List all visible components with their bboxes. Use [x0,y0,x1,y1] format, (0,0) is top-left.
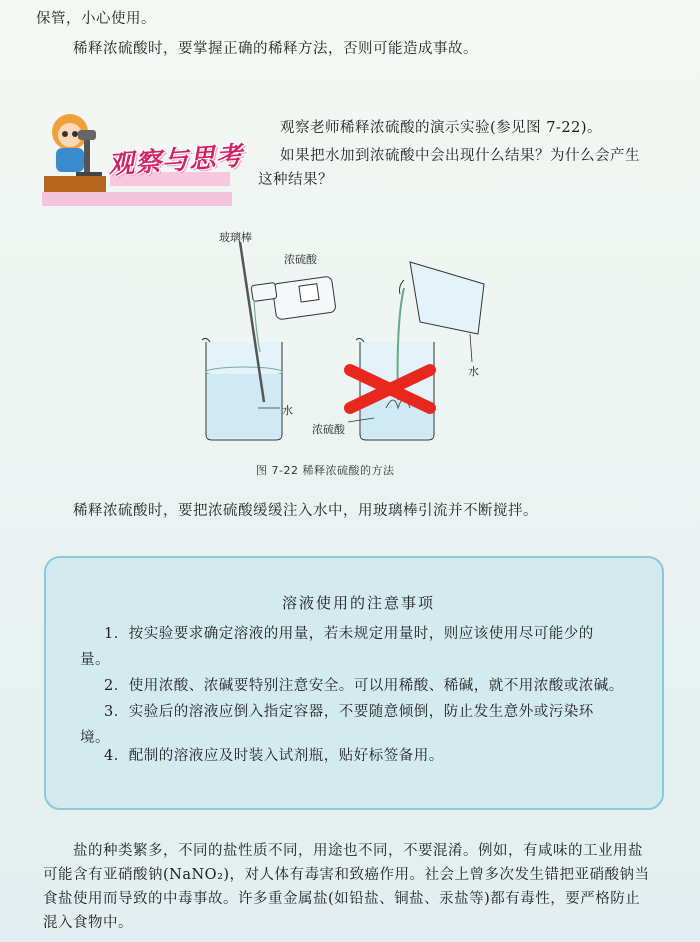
note-4: 4．配制的溶液应及时装入试剂瓶，贴好标签备用。 [104,748,444,764]
intro-line-1: 保管，小心使用。 [36,11,156,27]
dilution-instruction: 稀释浓硫酸时，要把浓硫酸缓缓注入水中，用玻璃棒引流并不断搅拌。 [73,503,538,519]
scientist-mascot-icon [40,110,110,196]
acid-bottle [251,276,336,320]
title-underline-decoration [42,192,232,206]
salt-paragraph-line-1: 盐的种类繁多，不同的盐性质不同，用途也不同，不要混淆。例如，有咸味的工业用盐 [73,843,643,859]
left-beaker [202,338,282,440]
note-2: 2．使用浓酸、浓碱要特别注意安全。可以用稀酸、稀碱，就不用浓酸或浓碱。 [104,678,624,694]
note-3-line-1: 3．实验后的溶液应倒入指定容器，不要随意倾倒，防止发生意外或污染环 [104,704,594,720]
label-water-right: 水 [468,365,479,378]
intro-line-2: 稀释浓硫酸时，要掌握正确的稀释方法，否则可能造成事故。 [73,41,478,57]
observe-line-2: 如果把水加到浓硫酸中会出现什么结果？为什么会产生 [280,148,640,164]
salt-paragraph-line-2: 可能含有亚硝酸钠(NaNO₂)，对人体有毒害和致癌作用。社会上曾多次发生错把亚硝酸钠当 [43,867,650,883]
notes-title: 溶液使用的注意事项 [282,594,436,612]
salt-paragraph-line-3: 食盐使用而导致的中毒事故。许多重金属盐(如铅盐、铜盐、汞盐等)都有毒性，要严格防止 [43,891,641,907]
observe-line-1: 观察老师稀释浓硫酸的演示实验(参见图 7-22)。 [280,120,602,136]
dilution-figure [198,222,508,462]
note-1-line-2: 量。 [80,652,110,668]
figure-caption: 图 7-22 稀释浓硫酸的方法 [256,464,395,477]
label-acid-bottle: 浓硫酸 [284,253,317,266]
note-1-line-1: 1．按实验要求确定溶液的用量，若未规定用量时，则应该使用尽可能少的 [104,626,594,642]
salt-paragraph-line-4: 混入食物中。 [43,915,133,931]
section-heading: 观察与思考 [107,141,245,181]
water-cup [400,262,485,334]
observe-line-3: 这种结果？ [258,172,333,188]
note-3-line-2: 境。 [80,730,110,746]
label-acid-beaker: 浓硫酸 [312,423,345,436]
label-glass-rod: 玻璃棒 [219,231,252,244]
label-water-left: 水 [282,404,293,417]
